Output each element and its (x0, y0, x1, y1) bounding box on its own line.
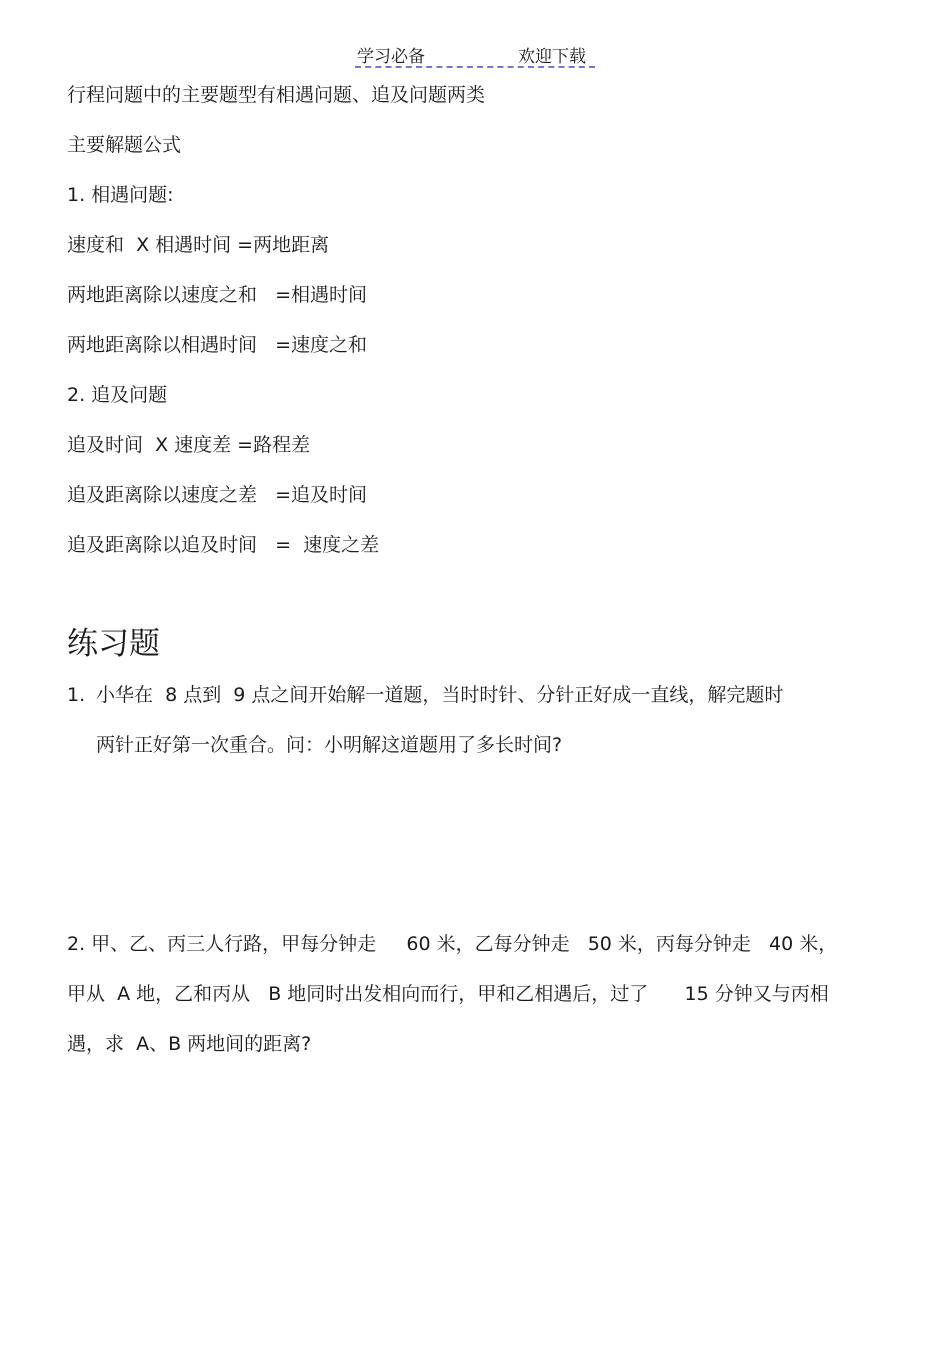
question-2-line-2: 甲从 A 地，乙和丙从 B 地同时出发相向而行，甲和乙相遇后，过了 15 分钟又与丙相 (67, 983, 829, 1005)
chase-title: 2. 追及问题 (67, 384, 168, 406)
question-1-number: 1. (67, 684, 86, 706)
chase-formula-3: 追及距离除以追及时间 = 速度之差 (67, 534, 380, 556)
meeting-title: 1. 相遇问题: (67, 184, 174, 206)
question-1-line-1: 小华在 8 点到 9 点之间开始解一道题，当时时针、分针正好成一直线，解完题时 (96, 684, 784, 706)
header-left-text: 学习必备 (357, 47, 425, 67)
meeting-formula-2: 两地距离除以速度之和 =相遇时间 (67, 284, 368, 306)
header-right-text: 欢迎下载 (518, 47, 586, 67)
meeting-formula-3: 两地距离除以相遇时间 =速度之和 (67, 334, 368, 356)
page-header (355, 40, 595, 68)
question-2-line-3: 遇，求 A、B 两地间的距离? (67, 1033, 312, 1055)
exercises-title: 练习题 (67, 626, 160, 662)
question-1-line-2: 两针正好第一次重合。问：小明解这道题用了多长时间? (96, 734, 563, 756)
chase-formula-1: 追及时间 X 速度差 =路程差 (67, 434, 311, 456)
question-2-line-1: 2. 甲、乙、丙三人行路，甲每分钟走 60 米，乙每分钟走 50 米，丙每分钟走 40 米， (67, 933, 838, 955)
formula-heading: 主要解题公式 (67, 134, 182, 156)
intro-line: 行程问题中的主要题型有相遇问题、追及问题两类 (67, 84, 486, 106)
meeting-formula-1: 速度和 X 相遇时间 =两地距离 (67, 234, 330, 256)
chase-formula-2: 追及距离除以速度之差 =追及时间 (67, 484, 368, 506)
